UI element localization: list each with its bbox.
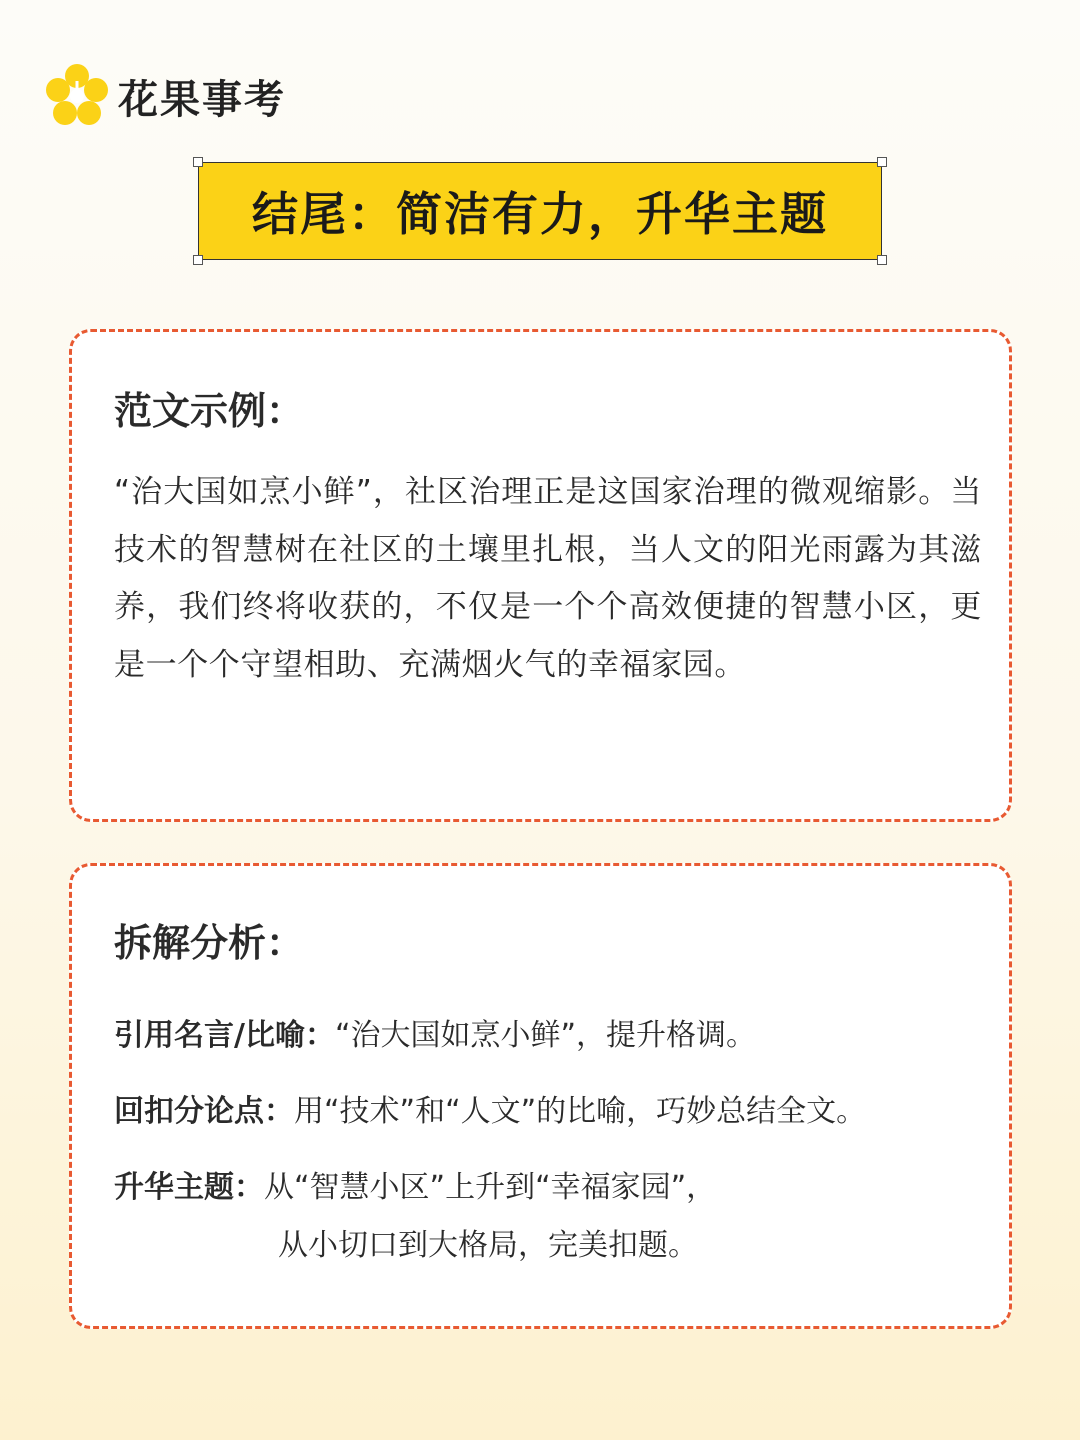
analysis-item-continuation: 从小切口到大格局，完美扣题。 (278, 1228, 698, 1263)
resize-handle[interactable] (193, 157, 203, 167)
brand-name: 花果事考 (118, 76, 286, 123)
analysis-item-text: 用“技术”和“人文”的比喻，巧妙总结全文。 (294, 1094, 867, 1129)
example-body: “治大国如烹小鲜”，社区治理正是这国家治理的微观缩影。当技术的智慧树在社区的土壤里扎根，当人文的阳光雨露为其滋养，我们终将收获的，不仅是一个个高效便捷的智慧小区，更是一个个守望相助、充满烟火气的幸福家园。 (114, 474, 982, 683)
example-card (69, 329, 1012, 822)
analysis-item (114, 1168, 716, 1208)
analysis-item-label: 引用名言/比喻： (114, 1018, 335, 1053)
resize-handle[interactable] (877, 255, 887, 265)
analysis-item (114, 1016, 756, 1056)
resize-handle[interactable] (193, 255, 203, 265)
page-title: 结尾：简洁有力，升华主题 (252, 187, 828, 241)
analysis-item-label: 升华主题： (114, 1170, 264, 1205)
analysis-item-text: “治大国如烹小鲜”，提升格调。 (334, 1018, 757, 1053)
analysis-item-text: 从“智慧小区”上升到“幸福家园”， (264, 1170, 717, 1205)
title-banner (198, 162, 882, 260)
analysis-item-label: 回扣分论点： (114, 1094, 294, 1129)
brand-logo (42, 60, 286, 132)
analysis-card (69, 863, 1012, 1329)
analysis-item (114, 1092, 866, 1132)
yellow-flower-icon (42, 61, 112, 131)
resize-handle[interactable] (877, 157, 887, 167)
example-heading: 范文示例： (114, 389, 305, 433)
analysis-heading: 拆解分析： (114, 921, 305, 965)
